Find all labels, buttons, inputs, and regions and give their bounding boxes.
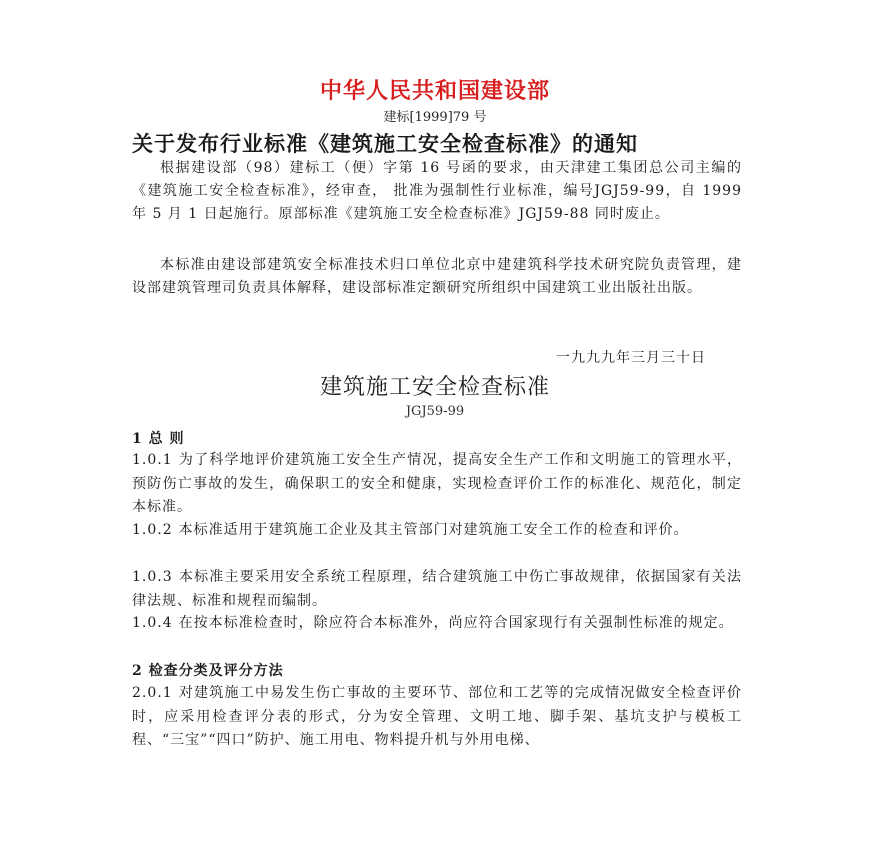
clause [132, 566, 742, 613]
clause-number: 1.0.3 [132, 569, 173, 585]
clause-number: 1.0.4 [132, 615, 173, 631]
document-number: 建标[1999]79 号 [383, 110, 487, 125]
clause-text: 对建筑施工中易发生伤亡事故的主要环节、部位和工艺等的完成情况做安全检查评价时，应采用检查评分表的形式，分为安全管理、文明工地、脚手架、基坑支护与模板工程、“三宝”“四口”防护、施工用电、物料提升机与外用电梯、 [132, 685, 742, 748]
clause [132, 449, 742, 520]
clause [132, 682, 742, 753]
clause-number: 1.0.2 [132, 522, 173, 538]
clause [132, 519, 742, 543]
clause-text: 本标准适用于建筑施工企业及其主管部门对建筑施工安全工作的检查和评价。 [178, 522, 689, 538]
section-heading: 1 总 则 [132, 431, 185, 447]
clause-text: 本标准主要采用安全系统工程原理，结合建筑施工中伤亡事故规律，依据国家有关法律法规、标准和规程而编制。 [132, 569, 742, 609]
notice-paragraph: 根据建设部（98）建标工（便）字第 16 号函的要求，由天津建工集团总公司主编的《建筑施工安全检查标准》，经审查， 批准为强制性行业标准，编号JGJ59-99，自 1999 年 5 月 1 日起施行。原部标准《建筑施工安全检查标准》JGJ59-88 同时废止。 [132, 160, 742, 222]
section-heading: 2 检查分类及评分方法 [132, 663, 284, 679]
clause-number: 1.0.1 [132, 452, 173, 468]
standard-title: 建筑施工安全检查标准 [319, 375, 550, 400]
ministry-title: 中华人民共和国建设部 [319, 78, 550, 104]
standard-code: JGJ59-99 [405, 404, 465, 419]
notice-paragraph: 本标准由建设部建筑安全标准技术归口单位北京中建建筑科学技术研究院负责管理，建设部建筑管理司负责具体解释，建设部标准定额研究所组织中国建筑工业出版社出版。 [132, 257, 742, 296]
notice-date: 一九九九年三月三十日 [556, 350, 706, 366]
clause-text: 为了科学地评价建筑施工安全生产情况，提高安全生产工作和文明施工的管理水平，预防伤亡事故的发生，确保职工的安全和健康，实现检查评价工作的标准化、规范化，制定本标准。 [132, 452, 742, 515]
clause-number: 2.0.1 [132, 685, 173, 701]
notice-title: 关于发布行业标准《建筑施工安全检查标准》的通知 [132, 131, 638, 156]
clause-text: 在按本标准检查时，除应符合本标准外，尚应符合国家现行有关强制性标准的规定。 [178, 615, 734, 631]
clause [132, 612, 742, 636]
